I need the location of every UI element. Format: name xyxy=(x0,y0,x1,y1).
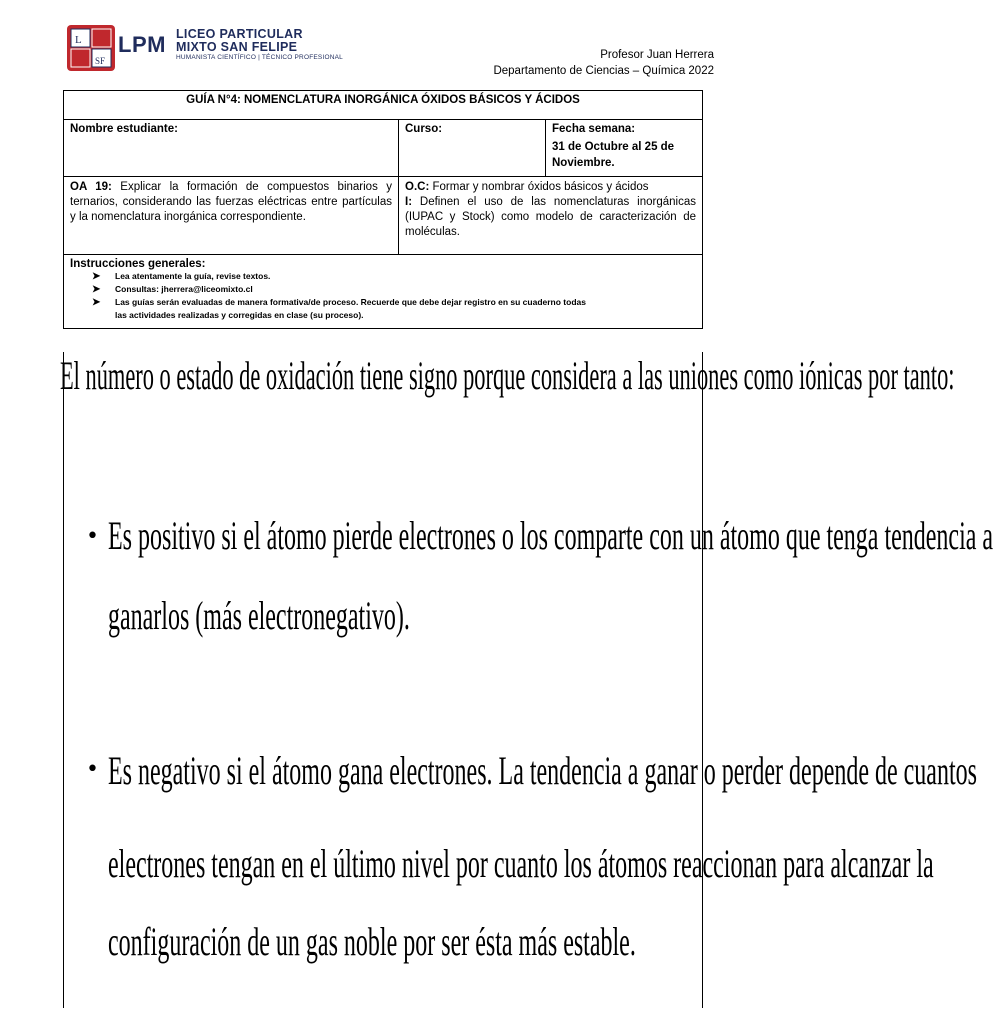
oa-text: Explicar la formación de compuestos binarios y ternarios, considerando las fuerzas eléctricas entre partículas y la nomenclatura inorgánica correspondiente. xyxy=(70,181,392,223)
indicator-label: I: xyxy=(405,196,413,208)
week-cell xyxy=(546,120,703,177)
oc-cell xyxy=(399,177,703,255)
student-name-label: Nombre estudiante: xyxy=(70,123,178,135)
oxidation-state-slide-image xyxy=(60,352,993,1008)
logo-abbreviation: LPM xyxy=(118,32,166,57)
page-header xyxy=(0,0,768,85)
instructions-label: Instrucciones generales: xyxy=(70,258,206,270)
bullet-icon: • xyxy=(86,757,99,782)
bullet-icon: • xyxy=(86,524,99,549)
guide-title: GUÍA N°4: NOMENCLATURA INORGÁNICA ÓXIDOS BÁSICOS Y ÁCIDOS xyxy=(64,91,703,120)
oc-label: O.C: xyxy=(405,181,430,193)
arrow-bullet-icon: ➤ xyxy=(92,271,101,282)
bullet2-line2: electrones tengan en el último nivel por cuanto los átomos reaccionan para alcanzar la xyxy=(108,841,934,886)
indicator-text: Definen el uso de las nomenclaturas inorgánicas (IUPAC y Stock) como modelo de caracterización de moléculas. xyxy=(405,196,696,238)
logo-school-name-line2: MIXTO SAN FELIPE xyxy=(176,40,298,54)
slide-lead-text: El número o estado de oxidación tiene signo porque considera a las uniones como iónicas por tanto: xyxy=(60,353,955,398)
bullet1-line2: ganarlos (más electronegativo). xyxy=(108,593,410,638)
bullet2-line3: configuración de un gas noble por ser ésta más estable. xyxy=(108,919,636,964)
guide-info-table xyxy=(63,90,703,329)
school-crest-icon xyxy=(66,24,116,72)
instructions-list xyxy=(70,270,696,322)
arrow-bullet-icon: ➤ xyxy=(92,284,101,295)
logo-tagline: HUMANISTA CIENTÍFICO | TÉCNICO PROFESIONAL xyxy=(176,54,343,61)
list-item: las actividades realizadas y corregidas en clase (su proceso). xyxy=(115,310,364,320)
list-item: ➤ Lea atentamente la guía, revise textos. xyxy=(92,271,271,282)
list-item: ➤ Las guías serán evaluadas de manera formativa/de proceso. Recuerde que debe dejar registro en su cuaderno todas xyxy=(92,297,586,308)
oa-cell xyxy=(64,177,399,255)
list-item: ➤ Consultas: jherrera@liceomixto.cl xyxy=(92,284,253,295)
arrow-bullet-icon: ➤ xyxy=(92,297,101,308)
department-name: Departamento de Ciencias – Química 2022 xyxy=(493,65,714,77)
oc-text: Formar y nombrar óxidos básicos y ácidos xyxy=(432,181,649,193)
school-logo xyxy=(66,24,343,74)
svg-text:L: L xyxy=(75,34,82,46)
week-label: Fecha semana: xyxy=(552,123,636,135)
teacher-info xyxy=(493,47,714,79)
instructions-cell xyxy=(64,255,703,329)
logo-school-name-line1: LICEO PARTICULAR xyxy=(176,27,303,41)
student-name-cell xyxy=(64,120,399,177)
bullet1-line1: Es positivo si el átomo pierde electrones o los comparte con un átomo que tenga tendencia a xyxy=(108,513,993,558)
teacher-name: Profesor Juan Herrera xyxy=(600,49,714,61)
bullet2-line1: Es negativo si el átomo gana electrones. La tendencia a ganar o perder depende de cuantos xyxy=(108,748,977,793)
course-label: Curso: xyxy=(405,123,443,135)
course-cell xyxy=(399,120,546,177)
svg-text:SF: SF xyxy=(95,56,106,66)
week-value: 31 de Octubre al 25 de Noviembre. xyxy=(552,141,675,169)
oa-label: OA 19: xyxy=(70,181,112,193)
